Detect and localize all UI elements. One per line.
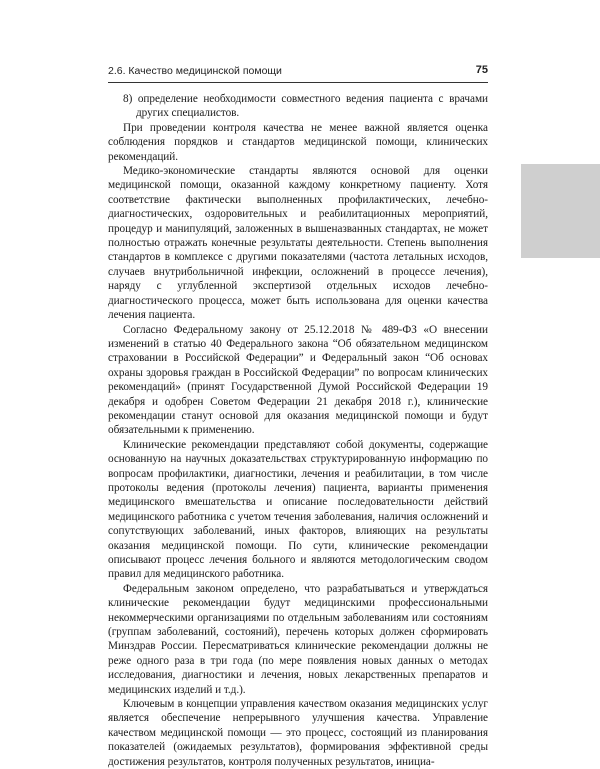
paragraph: При проведении контроля качества не менее важной является оценка соблюдения порядков и стандартов медицинской помощи, клинических рекомендаций. bbox=[108, 121, 488, 163]
paragraph: Ключевым в концепции управления качеством оказания медицинских услуг является обеспечение непрерывного улучшения качества. Управление качеством медицинской помощи — это процесс, состоящий из планирования показателей (ожидаемых результатов), формирования эффективной среды достижения результатов, контроля полученных результатов, инициа- bbox=[108, 698, 488, 768]
page-number: 75 bbox=[475, 64, 488, 76]
running-header bbox=[108, 62, 488, 78]
page-body bbox=[108, 92, 488, 769]
paragraph: Медико-экономические стандарты являются основой для оценки медицинской помощи, оказанной каждому конкретному пациенту. Хотя соответствие фактически выполненных профилактических, лечебно-диагностических, оздоровительных и реабилитационных мероприятий, процедур и манипуляций, заложенных в вышеназванных стандартах, не может полностью отражать конечные результаты деятельности. Степень выполнения стандартов в комплексе с другими показателями (частота летальных исходов, случаев внутрибольничной инфекции, осложнений в процессе лечения), наряду с углубленной экспертизой отдельных исходов лечебно-диагностического процесса, может быть использована для оценки качества лечения пациента. bbox=[108, 165, 488, 322]
running-header-title: 2.6. Качество медицинской помощи bbox=[108, 65, 282, 77]
header-divider bbox=[108, 82, 488, 83]
paragraph: Клинические рекомендации представляют собой документы, содержащие основанную на научных доказательствах структурированную информацию по вопросам профилактики, диагностики, лечения и реабилитации, в том числе протоколы ведения (протоколы лечения) пациента, варианты применения медицинского вмешательства и описание последовательности действий медицинского работника с учетом течения заболевания, наличия осложнений и сопутствующих заболеваний, иных факторов, влияющих на результаты оказания медицинской помощи. По сути, клинические рекомендации описывают процесс лечения больного и являются методологическим сводом правил для медицинского работника. bbox=[108, 438, 488, 581]
paragraph: Согласно Федеральному закону от 25.12.2018 № 489-ФЗ «О внесении изменений в статью 40 Федерального закона “Об обязательном медицинском страховании в Российской Федерации” и Федеральный закон “Об основах охраны здоровья граждан в Российской Федерации” по вопросам клинических рекомендаций» (принят Государственной Думой Российской Федерации 19 декабря и одобрен Советом Федерации 21 декабря 2018 г.), клинические рекомендации станут основой для оказания медицинской помощи и будут обязательными к применению. bbox=[108, 323, 488, 437]
list-item: 8) определение необходимости совместного ведения пациента с врачами других специалистов. bbox=[123, 93, 488, 120]
paragraph: Федеральным законом определено, что разрабатываться и утверждаться клинические рекомендации будут медицинскими профессиональными некоммерческими организациями по отдельным заболеваниям или состояниям (группам заболеваний, состояний), перечень которых должен сформировать Минздрав России. Пересматриваться клинические рекомендации должны не реже одного раза в три года (по мере появления новых данных о методах исследования, диагностики и лечения, новых лекарственных препаратов и медицинских изделий и т.д.). bbox=[108, 582, 488, 696]
chapter-thumb-tab bbox=[521, 164, 600, 258]
